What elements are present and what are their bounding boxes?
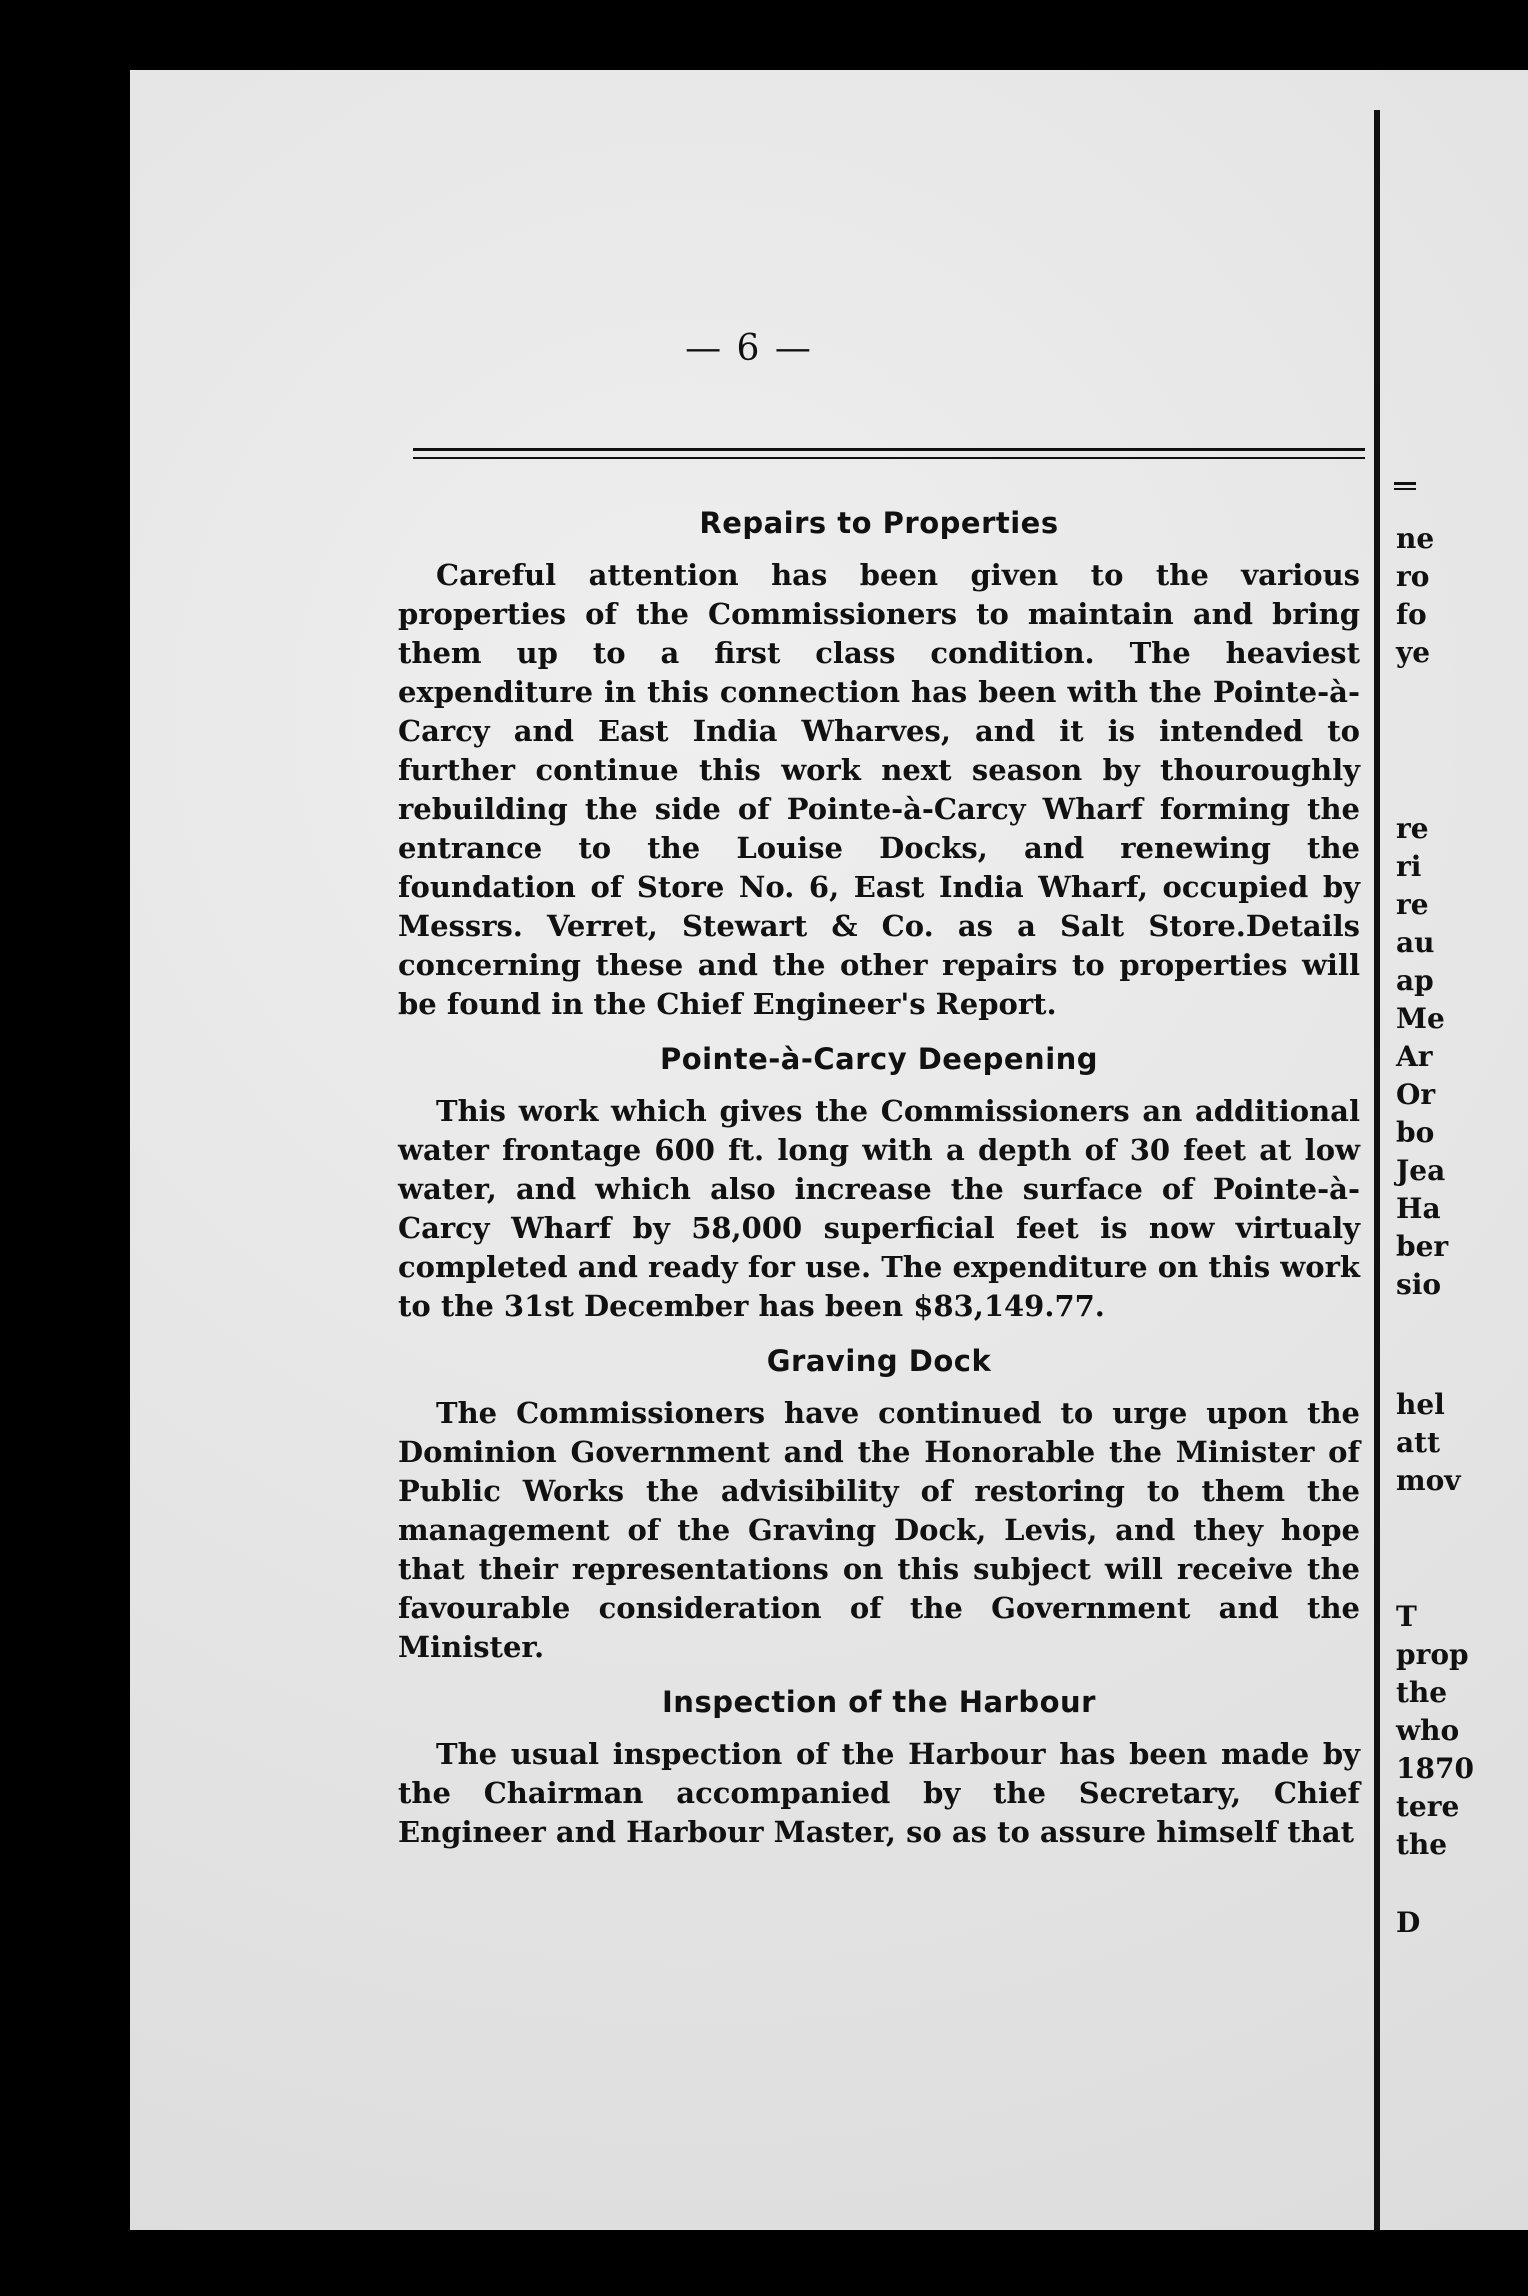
section-deepening: [398, 1042, 1360, 1326]
section-inspection: [398, 1685, 1360, 1852]
right-page-fragment: fo: [1396, 598, 1427, 631]
section-body: The Commissioners have continued to urge upon the Dominion Government and the Honorable the Minister of Public Works the advisibility of restoring to them the management of the Graving Dock, Levis, and they hope that their representations on this subject will receive the favourable consideration of the Government and the Minister.: [398, 1396, 1360, 1664]
right-page-fragment: tere: [1396, 1790, 1460, 1823]
section-body: The usual inspection of the Harbour has been made by the Chairman accompanied by the Secretary, Chief Engineer and Harbour Master, so as to assure himself that: [398, 1737, 1360, 1849]
right-page-fragment: ap: [1396, 964, 1434, 997]
right-page-fragment: D: [1396, 1906, 1421, 1939]
right-page-fragment: 1870: [1396, 1752, 1474, 1785]
header-rule-top: [413, 448, 1365, 451]
page-gutter-line: [1374, 110, 1380, 2230]
right-page-fragment: att: [1396, 1426, 1441, 1459]
right-page-fragment: ne: [1396, 522, 1435, 555]
right-page-rule-thin: [1394, 488, 1416, 490]
page-number: — 6 —: [685, 328, 813, 369]
right-page-fragment: T: [1396, 1600, 1417, 1633]
right-page-fragment: prop: [1396, 1638, 1469, 1671]
right-page-fragment: re: [1396, 888, 1429, 921]
right-page-fragment: the: [1396, 1828, 1448, 1861]
right-page-fragment: Or: [1396, 1078, 1436, 1111]
section-heading: Graving Dock: [766, 1344, 992, 1378]
right-page-rule: [1394, 482, 1416, 485]
right-page-fragment: bo: [1396, 1116, 1435, 1149]
right-page-fragment: ro: [1396, 560, 1430, 593]
right-page-fragment: au: [1396, 926, 1435, 959]
right-page-fragment: ber: [1396, 1230, 1449, 1263]
right-page-fragment: Jea: [1396, 1154, 1446, 1187]
right-page-fragment: Me: [1396, 1002, 1445, 1035]
page-content: [398, 488, 1360, 1852]
section-heading: Pointe-à-Carcy Deepening: [659, 1042, 1099, 1076]
right-page-fragment: ri: [1396, 850, 1422, 883]
right-page-fragment: hel: [1396, 1388, 1445, 1421]
right-page-fragment: ye: [1396, 636, 1431, 669]
right-page-fragment: re: [1396, 812, 1429, 845]
right-page-fragment: sio: [1396, 1268, 1442, 1301]
section-heading: Inspection of the Harbour: [662, 1685, 1096, 1719]
right-page-fragment: who: [1396, 1714, 1460, 1747]
section-body: Careful attention has been given to the various properties of the Commissioners to maintain and bring them up to a first class condition. The heaviest expenditure in this connection has been with the Pointe-à-Carcy and East India Wharves, and it is intended to further continue this work next season by thouroughly rebuilding the side of Pointe-à-Carcy Wharf forming the entrance to the Louise Docks, and renewing the foundation of Store No. 6, East India Wharf, occupied by Messrs. Verret, Stewart & Co. as a Salt Store.Details concerning these and the other repairs to properties will be found in the Chief Engineer's Report.: [398, 558, 1360, 1021]
header-double-rule: [413, 448, 1365, 465]
left-page: [130, 70, 1368, 2230]
right-page-edge: [1392, 70, 1528, 2230]
right-page-fragment: mov: [1396, 1464, 1461, 1497]
right-page-fragment: Ar: [1396, 1040, 1433, 1073]
section-body: This work which gives the Commissioners an additional water frontage 600 ft. long with a depth of 30 feet at low water, and which also increase the surface of Pointe-à-Carcy Wharf by 58,000 superficial feet is now virtualy completed and ready for use. The expenditure on this work to the 31st December has been $83,149.77.: [398, 1094, 1360, 1323]
scanned-spread: [130, 70, 1528, 2230]
header-rule-bottom: [413, 457, 1365, 459]
section-repairs: [398, 506, 1360, 1024]
section-graving-dock: [398, 1344, 1360, 1667]
section-heading: Repairs to Properties: [699, 506, 1059, 540]
right-page-fragment: the: [1396, 1676, 1448, 1709]
right-page-fragment: Ha: [1396, 1192, 1441, 1225]
